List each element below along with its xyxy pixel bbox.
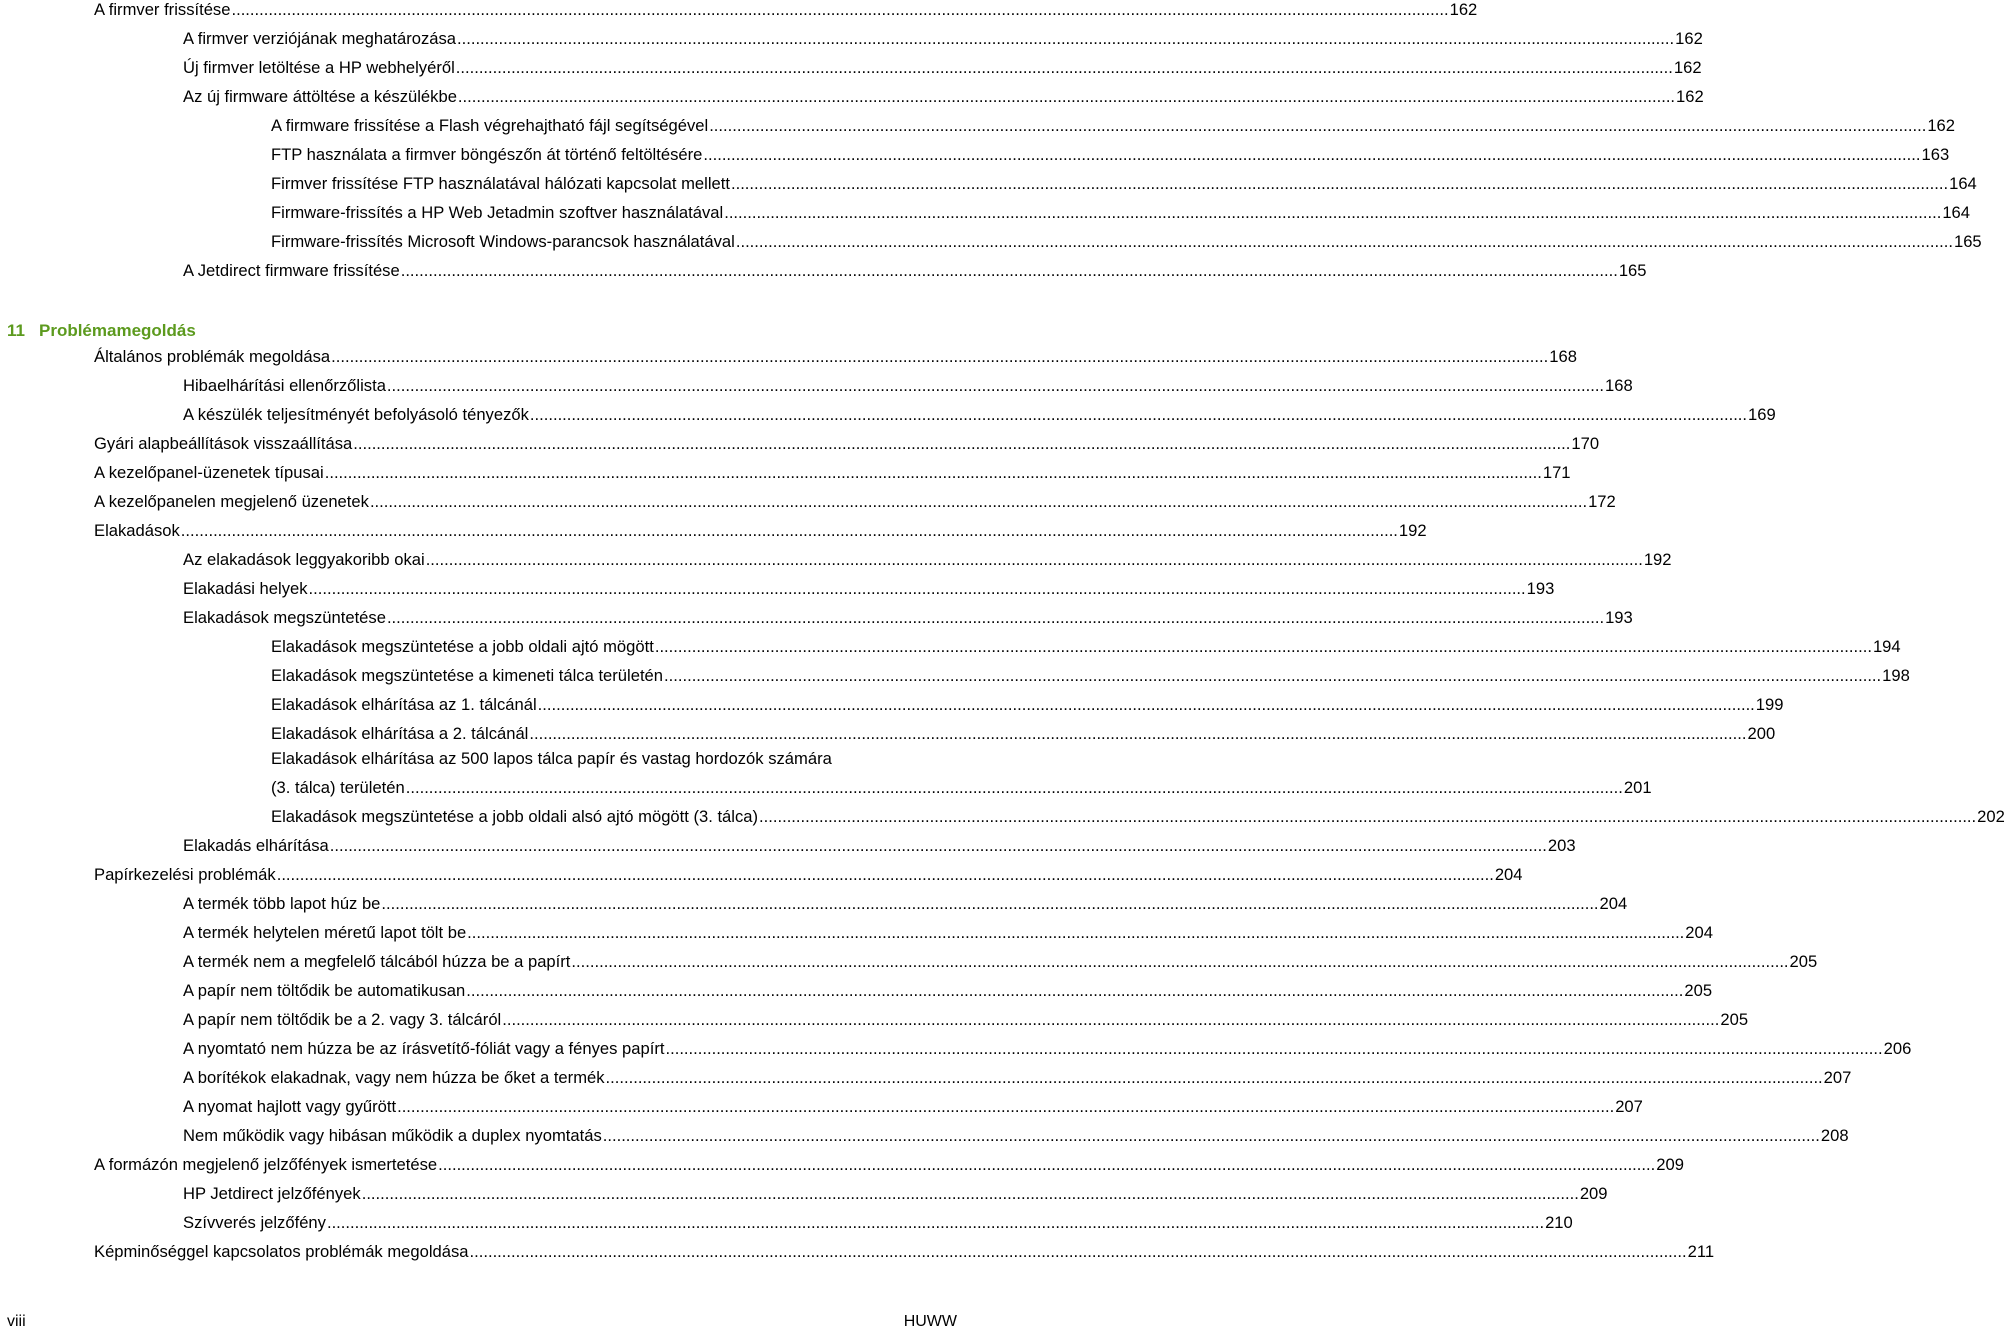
dot-leader — [370, 492, 1587, 512]
dot-leader — [538, 695, 1755, 715]
toc-entry-page: 204 — [1494, 865, 1523, 884]
toc-entry[interactable] — [183, 54, 1702, 78]
toc-entry-title: Elakadások megszüntetése a jobb oldali alsó ajtó mögött (3. tálca) — [271, 807, 759, 826]
dot-leader — [406, 778, 1623, 798]
toc-entry-page: 199 — [1755, 695, 1784, 714]
toc-entry[interactable] — [183, 919, 1713, 943]
toc-entry[interactable] — [271, 803, 2005, 827]
toc-entry-title: Elakadások elhárítása az 1. tálcánál — [271, 695, 537, 714]
toc-entry-page: 170 — [1571, 434, 1600, 453]
dot-leader — [387, 376, 1604, 396]
dot-leader — [331, 347, 1548, 367]
toc-entry-page: 204 — [1599, 894, 1628, 913]
toc-entry-title: Firmver frissítése FTP használatával hálózati kapcsolat mellett — [271, 174, 730, 193]
toc-entry-page: 207 — [1823, 1068, 1852, 1087]
toc-entry-title: A nyomat hajlott vagy gyűrött — [183, 1097, 397, 1116]
toc-entry-page: 162 — [1449, 0, 1478, 19]
toc-entry[interactable] — [183, 1006, 1749, 1030]
dot-leader — [502, 1010, 1719, 1030]
toc-entry-page: 168 — [1605, 376, 1633, 395]
toc-entry-title: Firmware-frissítés a HP Web Jetadmin szoftver használatával — [271, 203, 724, 222]
toc-entry-page: 206 — [1883, 1039, 1912, 1058]
toc-entry-title: A firmware frissítése a Flash végrehajtható fájl segítségével — [271, 116, 709, 135]
toc-entry-page: 202 — [1977, 807, 2005, 826]
toc-entry-title: Firmware-frissítés Microsoft Windows-parancsok használatával — [271, 232, 735, 251]
toc-entry[interactable] — [183, 372, 1633, 396]
toc-entry[interactable] — [271, 228, 1982, 252]
toc-entry[interactable] — [94, 459, 1571, 483]
toc-entry-page: 172 — [1588, 492, 1616, 511]
page-number: viii — [7, 1313, 26, 1330]
toc-entry-title: Az elakadások leggyakoribb okai — [183, 550, 425, 569]
toc-entry[interactable] — [271, 662, 1910, 686]
toc-entry[interactable] — [183, 890, 1628, 914]
toc-entry[interactable] — [183, 832, 1576, 856]
dot-leader — [309, 579, 1526, 599]
toc-entry[interactable] — [183, 546, 1672, 570]
toc-entry[interactable] — [94, 1238, 1715, 1262]
toc-entry-title: Nem működik vagy hibásan működik a duplex nyomtatás — [183, 1126, 602, 1145]
toc-entry[interactable] — [183, 401, 1776, 425]
toc-entry-page: 162 — [1927, 116, 1955, 135]
dot-leader — [426, 550, 1643, 570]
dot-leader — [709, 116, 1926, 136]
dot-leader — [466, 981, 1683, 1001]
dot-leader — [759, 807, 1976, 827]
dot-leader — [724, 203, 1941, 223]
toc-entry[interactable] — [271, 199, 1971, 223]
chapter-title: Problémamegoldás — [38, 321, 196, 340]
dot-leader — [736, 232, 1953, 252]
toc-entry-title: Képminőséggel kapcsolatos problémák megoldása — [94, 1242, 469, 1261]
toc-entry-page: 209 — [1579, 1184, 1608, 1203]
toc-entry-page: 193 — [1526, 579, 1555, 598]
toc-entry-title: A Jetdirect firmware frissítése — [183, 261, 400, 280]
toc-entry-page: 200 — [1747, 724, 1776, 743]
toc-entry[interactable] — [271, 633, 1901, 657]
toc-entry-page: 201 — [1623, 778, 1652, 797]
toc-entry-page: 165 — [1618, 261, 1647, 280]
dot-leader — [231, 0, 1448, 20]
toc-entry-title: Általános problémák megoldása — [94, 347, 331, 366]
dot-leader — [381, 894, 1598, 914]
toc-entry-title: A készülék teljesítményét befolyásoló tényezők — [183, 405, 529, 424]
dot-leader — [401, 261, 1618, 281]
toc-entry-title: Elakadások megszüntetése — [183, 608, 386, 627]
toc-entry[interactable] — [94, 488, 1616, 512]
toc-entry[interactable] — [271, 691, 1784, 715]
toc-entry-page: 165 — [1953, 232, 1982, 251]
dot-leader — [529, 724, 1746, 744]
toc-entry-page: 162 — [1676, 87, 1704, 106]
toc-entry[interactable] — [183, 1180, 1608, 1204]
toc-entry[interactable] — [183, 257, 1647, 281]
toc-entry-title: A firmver frissítése — [94, 0, 231, 19]
toc-entry-page: 194 — [1872, 637, 1901, 656]
toc-entry-title-line1: Elakadások elhárítása az 500 lapos tálca papír és vastag hordozók számára — [271, 749, 832, 768]
toc-entry[interactable] — [271, 170, 1977, 194]
toc-entry[interactable] — [94, 0, 1478, 20]
footer-brand: HUWW — [903, 1313, 957, 1330]
dot-leader — [703, 145, 1920, 165]
toc-entry-title: A kezelőpanel-üzenetek típusai — [94, 463, 324, 482]
toc-entry-title: A firmver verziójának meghatározása — [183, 29, 456, 48]
toc-entry[interactable] — [183, 1064, 1852, 1088]
toc-entry-title: Hibaelhárítási ellenőrzőlista — [183, 376, 386, 395]
toc-entry[interactable] — [183, 575, 1555, 599]
toc-entry-title: Elakadások megszüntetése a kimeneti tálca területén — [271, 666, 664, 685]
toc-entry-page: 208 — [1820, 1126, 1849, 1145]
toc-entry-page: 164 — [1942, 203, 1971, 222]
toc-entry-title: A nyomtató nem húzza be az írásvetítő-fóliát vagy a fényes papírt — [183, 1039, 665, 1058]
toc-entry-page: 169 — [1748, 405, 1776, 424]
toc-entry[interactable] — [271, 720, 1776, 744]
toc-entry[interactable] — [183, 1209, 1573, 1233]
dot-leader — [362, 1184, 1579, 1204]
toc-entry[interactable] — [183, 25, 1703, 49]
toc-entry-title: Új firmver letöltése a HP webhelyéről — [183, 58, 455, 77]
toc-entry[interactable] — [183, 1093, 1643, 1117]
toc-entry-page: 171 — [1542, 463, 1571, 482]
toc-entry-page: 207 — [1615, 1097, 1643, 1116]
toc-entry-page: 168 — [1549, 347, 1577, 366]
dot-leader — [606, 1068, 1823, 1088]
toc-entry[interactable] — [271, 141, 1950, 165]
toc-entry-page: 198 — [1882, 666, 1910, 685]
dot-leader — [397, 1097, 1614, 1117]
chapter-heading — [7, 321, 196, 341]
toc-entry[interactable] — [183, 948, 1818, 972]
toc-entry[interactable] — [94, 1151, 1684, 1175]
dot-leader — [457, 29, 1674, 49]
toc-entry-title: A kezelőpanelen megjelenő üzenetek — [94, 492, 369, 511]
dot-leader — [277, 865, 1494, 885]
toc-entry-title: A termék helytelen méretű lapot tölt be — [183, 923, 467, 942]
toc-entry-page: 162 — [1673, 58, 1702, 77]
toc-entry-title: Elakadások — [94, 521, 180, 540]
dot-leader — [571, 952, 1788, 972]
toc-entry-title: A formázón megjelenő jelzőfények ismertetése — [94, 1155, 438, 1174]
dot-leader — [387, 608, 1604, 628]
toc-entry-page: 205 — [1789, 952, 1818, 971]
toc-entry-title: A termék nem a megfelelő tálcából húzza be a papírt — [183, 952, 571, 971]
dot-leader — [731, 174, 1948, 194]
toc-entry[interactable] — [271, 749, 1652, 798]
dot-leader — [665, 1039, 1882, 1059]
toc-entry-title: Szívverés jelzőfény — [183, 1213, 326, 1232]
toc-entry-page: 203 — [1547, 836, 1576, 855]
dot-leader — [327, 1213, 1544, 1233]
dot-leader — [458, 87, 1675, 107]
dot-leader — [603, 1126, 1820, 1146]
toc-entry-page: 210 — [1545, 1213, 1573, 1232]
dot-leader — [456, 58, 1673, 78]
dot-leader — [655, 637, 1872, 657]
dot-leader — [467, 923, 1684, 943]
toc-entry-page: 164 — [1949, 174, 1977, 193]
toc-entry-page: 205 — [1684, 981, 1713, 1000]
dot-leader — [438, 1155, 1655, 1175]
toc-entry-page: 192 — [1398, 521, 1427, 540]
toc-entry-title: Gyári alapbeállítások visszaállítása — [94, 434, 353, 453]
toc-entry-title: Elakadási helyek — [183, 579, 308, 598]
toc-entry-title: Elakadások elhárítása a 2. tálcánál — [271, 724, 529, 743]
toc-entry-title: (3. tálca) területén — [271, 778, 405, 797]
toc-entry-page: 211 — [1687, 1242, 1715, 1261]
toc-entry-page: 192 — [1643, 550, 1672, 569]
toc-entry-page: 209 — [1656, 1155, 1684, 1174]
dot-leader — [325, 463, 1542, 483]
toc-entry[interactable] — [94, 343, 1577, 367]
toc-entry-title: A papír nem töltődik be a 2. vagy 3. tálcáról — [183, 1010, 502, 1029]
dot-leader — [353, 434, 1570, 454]
toc-entry[interactable] — [94, 517, 1427, 541]
dot-leader — [530, 405, 1747, 425]
toc-entry[interactable] — [183, 1035, 1912, 1059]
toc-entry-title: A termék több lapot húz be — [183, 894, 381, 913]
chapter-number: 11 — [7, 321, 25, 340]
toc-entry-page: 205 — [1720, 1010, 1749, 1029]
toc-entry[interactable] — [94, 861, 1523, 885]
dot-leader — [664, 666, 1881, 686]
dot-leader — [181, 521, 1398, 541]
toc-entry-page: 193 — [1605, 608, 1633, 627]
toc-entry-page: 204 — [1685, 923, 1713, 942]
toc-entry[interactable] — [183, 604, 1633, 628]
toc-entry-title: Papírkezelési problémák — [94, 865, 276, 884]
toc-entry-title: A papír nem töltődik be automatikusan — [183, 981, 466, 1000]
toc-entry-title: Az új firmware áttöltése a készülékbe — [183, 87, 457, 106]
toc-entry-title: Elakadások megszüntetése a jobb oldali ajtó mögött — [271, 637, 654, 656]
toc-entry[interactable] — [183, 83, 1704, 107]
toc-entry-title: HP Jetdirect jelzőfények — [183, 1184, 361, 1203]
toc-entry-title: FTP használata a firmver böngészőn át történő feltöltésére — [271, 145, 703, 164]
toc-entry-title: Elakadás elhárítása — [183, 836, 329, 855]
toc-entry-title: A borítékok elakadnak, vagy nem húzza be őket a termék — [183, 1068, 605, 1087]
dot-leader — [470, 1242, 1687, 1262]
toc-entry[interactable] — [183, 1122, 1849, 1146]
toc-entry-page: 162 — [1675, 29, 1703, 48]
toc-entry[interactable] — [183, 977, 1713, 1001]
toc-entry-page: 163 — [1921, 145, 1950, 164]
toc-entry[interactable] — [271, 112, 1955, 136]
toc-entry[interactable] — [94, 430, 1600, 454]
dot-leader — [330, 836, 1547, 856]
